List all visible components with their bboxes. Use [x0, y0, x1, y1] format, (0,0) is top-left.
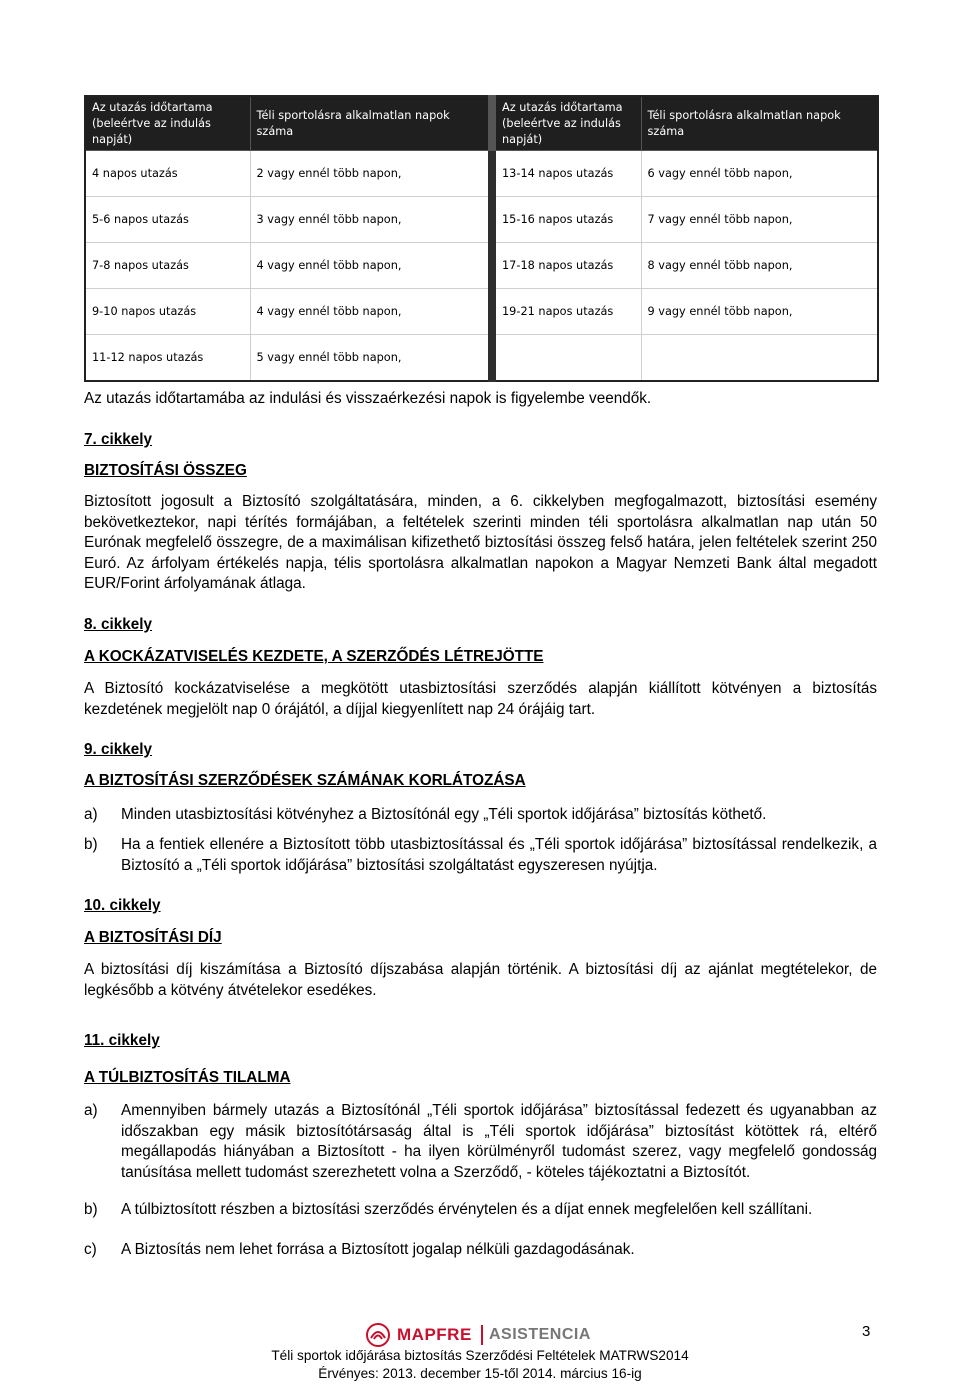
list-item-text: A túlbiztosított részben a biztosítási szerződés érvénytelen és a díjat ennek megfelelően kell szállítani.: [121, 1201, 813, 1218]
table-cell: 9 vagy ennél több napon,: [641, 289, 878, 335]
logo-brand: MAPFRE: [397, 1325, 472, 1344]
table-row: [85, 197, 878, 243]
disqualified-days-table: [84, 95, 879, 382]
table-cell: 15-16 napos utazás: [492, 197, 641, 243]
table-cell: 6 vagy ennél több napon,: [641, 151, 878, 197]
section-7-number: 7. cikkely: [84, 431, 153, 448]
list-item-text: A Biztosítás nem lehet forrása a Biztosított jogalap nélküli gazdagodásának.: [121, 1241, 635, 1258]
table-cell: 5 vagy ennél több napon,: [250, 335, 492, 382]
table-header-cell: Az utazás időtartama (beleértve az indulás napját): [85, 96, 250, 151]
list-item-label: c): [84, 1241, 97, 1258]
table-cell: 4 vagy ennél több napon,: [250, 243, 492, 289]
table-cell: 7-8 napos utazás: [85, 243, 250, 289]
list-item-text: Ha a fentiek ellenére a Biztosított több utasbiztosítással és „Téli sportok időjárása” biztosítással rendelkezik, a Biztosító a „Téli sportok időjárása” biztosítási szolgáltatást egyszeresen nyújtja.: [121, 836, 877, 874]
table-cell: 17-18 napos utazás: [492, 243, 641, 289]
list-item-text: Amennyiben bármely utazás a Biztosítónál „Téli sportok időjárása” biztosítással fedezett és ugyanabban az időszakban egy másik biztosítótársaság által is „Téli sportok időjárása” biztosítást kötöttek rá, eltérő megállapodás hiányában a Biztosított - ha ilyen körülményről tudomást szerez, vagy megfelelő gondosság tanúsítása mellett tudomást szerezhetett volna a Szerződő, - köteles tájékoztatni a Biztosítót.: [121, 1102, 877, 1181]
section-11-title: A TÚLBIZTOSÍTÁS TILALMA: [84, 1069, 291, 1086]
list-item-label: b): [84, 836, 98, 853]
section-10-paragraph: A biztosítási díj kiszámítása a Biztosító díjszabása alapján történik. A biztosítási díj az ajánlat megtételekor, de legkésőbb a kötvény átvételekor esedékes.: [84, 961, 877, 999]
table-cell: 7 vagy ennél több napon,: [641, 197, 878, 243]
section-7-title: BIZTOSÍTÁSI ÖSSZEG: [84, 462, 247, 479]
section-9-number: 9. cikkely: [84, 741, 153, 758]
section-10-title: A BIZTOSÍTÁSI DÍJ: [84, 929, 222, 946]
table-cell: 4 vagy ennél több napon,: [250, 289, 492, 335]
section-11-number: 11. cikkely: [84, 1032, 160, 1049]
table-cell: 3 vagy ennél több napon,: [250, 197, 492, 243]
footer-line-1: Téli sportok időjárása biztosítás Szerződési Feltételek MATRWS2014: [271, 1348, 689, 1363]
table-row: [85, 243, 878, 289]
section-9-title: A BIZTOSÍTÁSI SZERZŐDÉSEK SZÁMÁNAK KORLÁTOZÁSA: [84, 772, 526, 789]
list-item: [84, 805, 877, 826]
table-cell: 2 vagy ennél több napon,: [250, 151, 492, 197]
table-header-cell: Téli sportolásra alkalmatlan napok száma: [250, 96, 492, 151]
table-header-row: [85, 96, 878, 151]
section-8-number: 8. cikkely: [84, 616, 153, 633]
logo-separator: [481, 1325, 483, 1345]
list-item: [84, 1240, 877, 1261]
list-item-label: b): [84, 1201, 98, 1218]
table-cell-empty: [492, 335, 641, 382]
table-row: [85, 289, 878, 335]
table-cell: 4 napos utazás: [85, 151, 250, 197]
table-row: [85, 151, 878, 197]
logo-sub: ASISTENCIA: [489, 1326, 591, 1343]
duration-note: Az utazás időtartamába az indulási és visszaérkezési napok is figyelembe veendők.: [84, 390, 652, 407]
table-header-cell: Téli sportolásra alkalmatlan napok száma: [641, 96, 878, 151]
table-cell: 5-6 napos utazás: [85, 197, 250, 243]
table-cell-empty: [641, 335, 878, 382]
table-row: [85, 335, 878, 382]
list-item-label: a): [84, 806, 98, 823]
table-cell: 9-10 napos utazás: [85, 289, 250, 335]
footer-line-2: Érvényes: 2013. december 15-től 2014. március 16-ig: [318, 1366, 642, 1381]
list-item: [84, 1101, 877, 1183]
list-item: [84, 1200, 877, 1221]
table-header-cell: Az utazás időtartama (beleértve az indulás napját): [492, 96, 641, 151]
page-number: 3: [862, 1323, 871, 1340]
section-8-title: A KOCKÁZATVISELÉS KEZDETE, A SZERZŐDÉS LÉTREJÖTTE: [84, 648, 544, 665]
mapfre-asistencia-logo: [365, 1321, 605, 1349]
table-cell: 8 vagy ennél több napon,: [641, 243, 878, 289]
list-item-label: a): [84, 1102, 98, 1119]
section-7-paragraph: Biztosított jogosult a Biztosító szolgáltatására, minden, a 6. cikkelyben megfogalmazott, biztosítási esemény bekövetkeztekor, napi térítés formájában, a feltételek szerinti minden téli sportolásra alkalmatlan nap után 50 Eurónak megfelelő összegre, de a maximálisan kifizethető biztosítási összeg felső határa, jelen feltételek szerint 250 Euró. Az árfolyam értékelés napja, télis sportolásra alkalmatlan napokon a Magyar Nemzeti Bank által megadott EUR/Forint árfolyamának átlaga.: [84, 493, 877, 592]
table-cell: 11-12 napos utazás: [85, 335, 250, 382]
list-item: [84, 835, 877, 876]
mapfre-emblem-icon: [365, 1322, 391, 1348]
section-8-paragraph: A Biztosító kockázatviselése a megkötött utasbiztosítási szerződés alapján kiállított kötvényen a biztosítás kezdetének megjelölt nap 0 órájától, a díjjal kiegyenlített nap 24 órájáig tart.: [84, 680, 877, 718]
table-cell: 19-21 napos utazás: [492, 289, 641, 335]
list-item-text: Minden utasbiztosítási kötvényhez a Biztosítónál egy „Téli sportok időjárása” biztosítás köthető.: [121, 806, 767, 823]
section-10-number: 10. cikkely: [84, 897, 161, 914]
table-cell: 13-14 napos utazás: [492, 151, 641, 197]
